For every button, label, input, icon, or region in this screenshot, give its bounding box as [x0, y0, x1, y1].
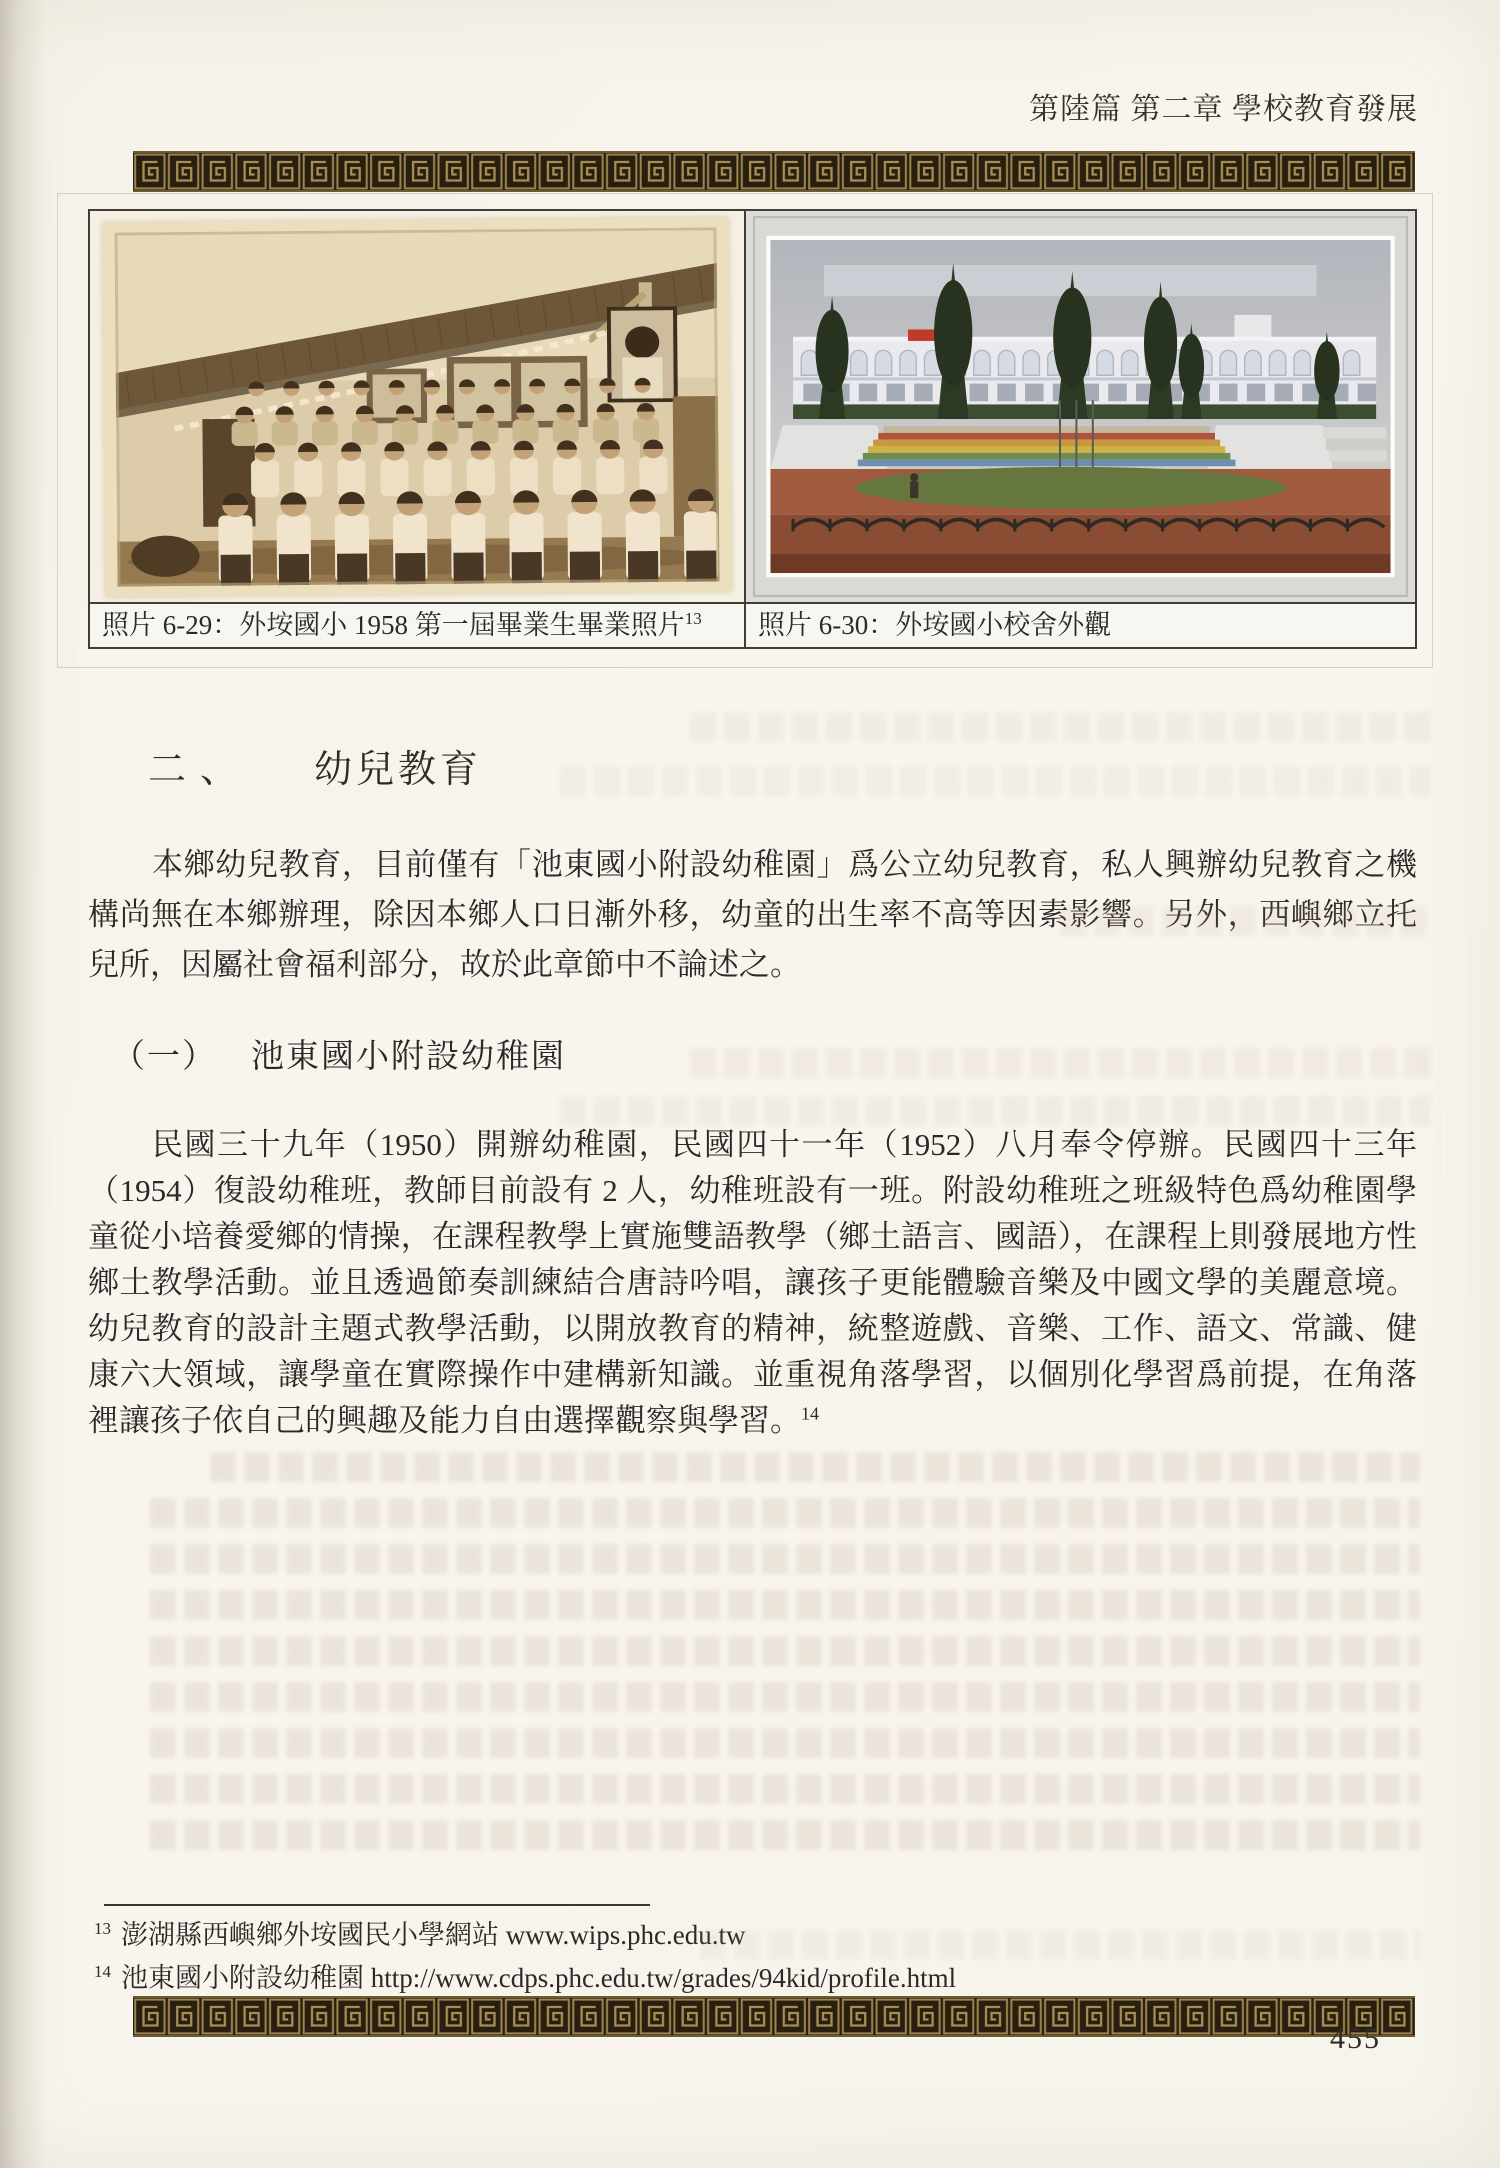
section-title: 幼兒教育 [314, 749, 483, 791]
caption-text: 照片 6-29：外垵國小 1958 第一屆畢業生畢業照片 [102, 610, 685, 640]
footnote-number: 14 [94, 1962, 111, 1981]
footnote-13 [94, 1918, 745, 1952]
bleed-through-ghost-line [690, 1048, 1430, 1078]
photo-table [88, 209, 1417, 649]
footnote-number: 13 [94, 1919, 111, 1938]
bleed-through-ghost-line [150, 1636, 1420, 1666]
photo-6-30-caption [746, 602, 1415, 647]
school-building-photo [752, 215, 1409, 598]
bleed-through-ghost-line [150, 1728, 1420, 1758]
footnote-ref-13: 13 [684, 609, 702, 628]
section-heading [148, 738, 482, 793]
paragraph-2-text: 民國三十九年（1950）開辦幼稚園，民國四十一年（1952）八月奉令停辦。民國四十三年（1954）復設幼稚班，教師目前設有 2 人，幼稚班設有一班。附設幼稚班之班級特色爲幼稚園學童從小培養愛鄉的情操，在課程教學上實施雙語教學（鄉土語言、國語），在課程上則發展地方性鄉土教學活動。並且透過節奏訓練結合唐詩吟唱，讓孩子更能體驗音樂及中國文學的美麗意境。幼兒教育的設計主題式教學活動，以開放教育的精神，統整遊戲、音樂、工作、語文、常識、健康六大領域，讓學童在實際操作中建構新知識。並重視角落學習，以個別化學習爲前提，在角落裡讓孩子依自己的興趣及能力自由選擇觀察與學習。 [88, 1127, 1417, 1438]
page-header: 第陸篇 第二章 學校教育發展 [1029, 93, 1418, 126]
bleed-through-ghost-line [150, 1544, 1420, 1574]
footnote-14 [94, 1961, 956, 1995]
photo-6-29-caption [90, 602, 746, 647]
subsection-title: 池東國小附設幼稚園 [251, 1039, 566, 1075]
subsection-marker: （一） [112, 1039, 217, 1075]
bleed-through-ghost-line [150, 1498, 1420, 1528]
bleed-through-ghost-line [700, 1930, 1420, 1960]
section-marker: 二、 [148, 749, 253, 791]
greek-key-border-bottom [133, 1996, 1415, 2037]
bleed-through-ghost-line [690, 712, 1430, 742]
greek-key-border-top [133, 151, 1415, 192]
paragraph-1-text: 本鄉幼兒教育，目前僅有「池東國小附設幼稚園」爲公立幼兒教育，私人興辦幼兒教育之機構尚無在本鄉辦理，除因本鄉人口日漸外移，幼童的出生率不高等因素影響。另外，西嶼鄉立托兒所，因屬社會福利部分，故於此章節中不論述之。 [88, 847, 1417, 982]
photo-6-30-cell [746, 211, 1415, 602]
footnote-text: 澎湖縣西嶼鄉外垵國民小學網站 www.wips.phc.edu.tw [121, 1920, 746, 1950]
caption-text: 照片 6-30：外垵國小校舍外觀 [758, 610, 1112, 640]
sepia-graduation-photo [114, 227, 719, 586]
paragraph-1 [88, 840, 1417, 990]
bleed-through-ghost-line [210, 1452, 1420, 1482]
bleed-through-ghost-line [150, 1774, 1420, 1804]
footnote-ref-14: 14 [801, 1403, 819, 1424]
paragraph-2 [88, 1122, 1417, 1444]
bleed-through-ghost-line [150, 1590, 1420, 1620]
photo-6-29-cell [90, 211, 746, 602]
bleed-through-ghost-line [150, 1820, 1420, 1850]
subsection-heading [112, 1030, 566, 1077]
bleed-through-ghost-line [150, 1682, 1420, 1712]
footnote-divider [104, 1904, 650, 1906]
page-number: 455 [1330, 2022, 1381, 2055]
footnote-text: 池東國小附設幼稚園 http://www.cdps.phc.edu.tw/grades/94kid/profile.html [121, 1963, 957, 1993]
bleed-through-ghost-line [560, 766, 1430, 796]
photo-6-29 [102, 217, 731, 596]
